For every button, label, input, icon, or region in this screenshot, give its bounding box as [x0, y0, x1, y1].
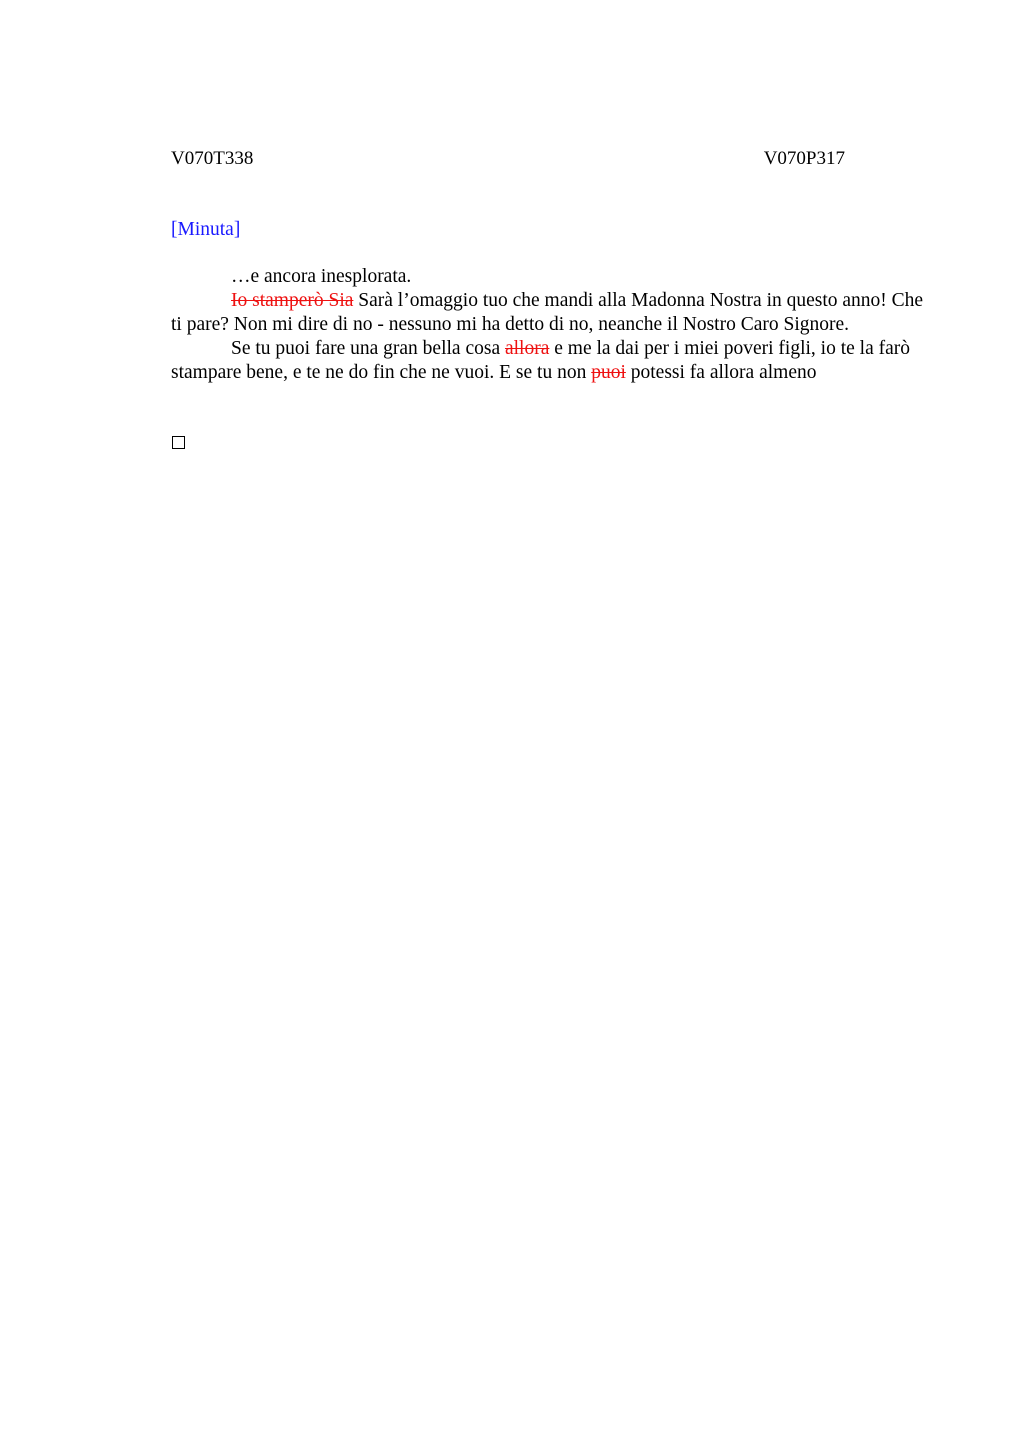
paragraph-1 [171, 265, 931, 289]
page-header [171, 146, 845, 172]
deleted-text: puoi [591, 362, 626, 383]
deleted-text: Io stamperò Sia [231, 290, 354, 311]
paragraph-2 [171, 289, 931, 337]
paragraph-1-text: …e ancora inesplorata. [231, 266, 412, 287]
paragraph-2-text: Sarà l’omaggio tuo che mandi alla Madonna Nostra in questo anno! Che ti pare? Non mi dire di no - nessuno mi ha detto di no, neanche il Nostro Caro Signore. [171, 290, 924, 335]
section-label: [Minuta] [171, 219, 241, 240]
deleted-text: allora [504, 338, 550, 359]
paragraph-3-text-c: potessi fa allora almeno [625, 362, 817, 383]
document-code-right: V070P317 [763, 148, 845, 169]
empty-square-icon [172, 436, 185, 449]
paragraph-3 [171, 337, 931, 385]
paragraph-3-text-b: e me la dai per i miei poveri figli, io te la farò stampare bene, e te ne do fin che ne vuoi. E se tu non [171, 338, 910, 383]
paragraph-3-text-a: Se tu puoi fare una gran bella cosa [231, 338, 505, 359]
body-text [171, 265, 931, 385]
document-code-left: V070T338 [171, 148, 254, 169]
